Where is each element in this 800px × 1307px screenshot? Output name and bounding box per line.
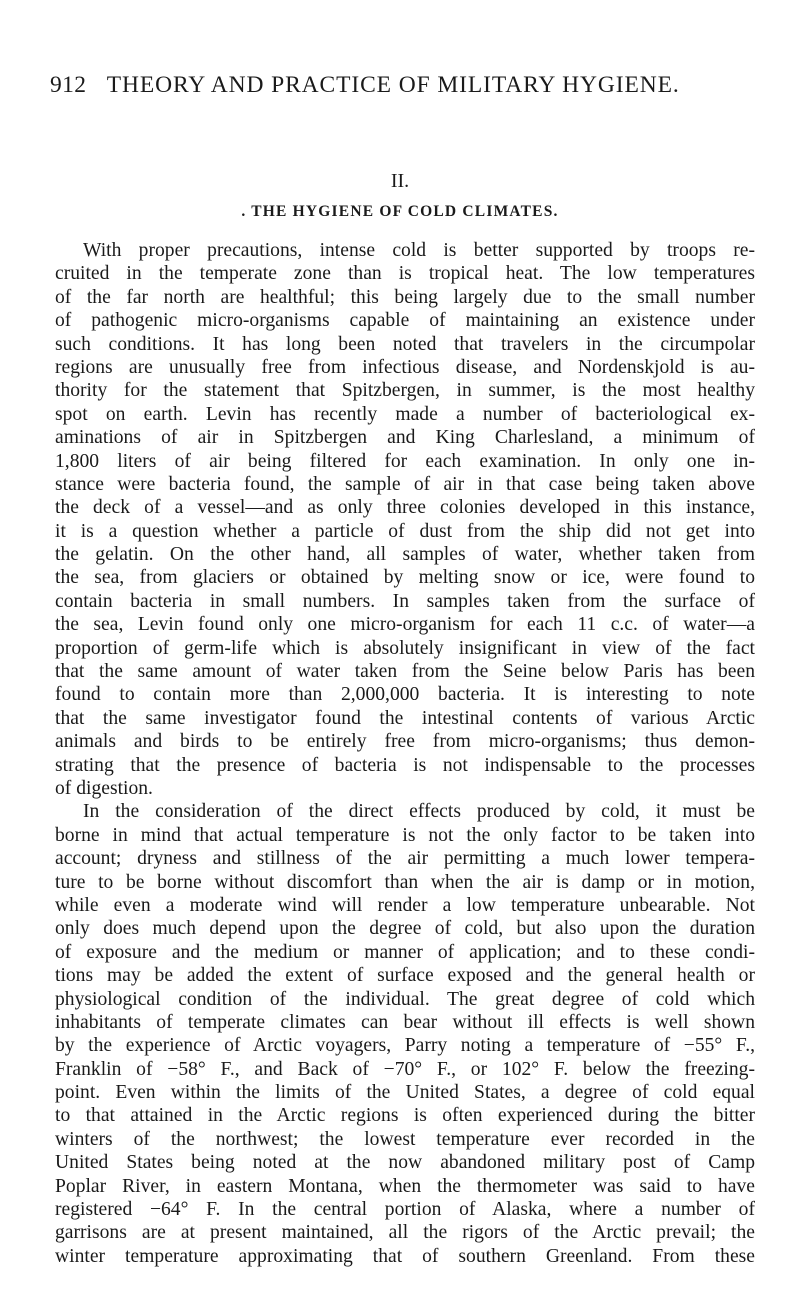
text-line: contain bacteria in small numbers. In samples taken from the surface of [55, 590, 755, 612]
paragraph-1 [55, 239, 755, 800]
text-line: that the same investigator found the intestinal contents of various Arctic [55, 707, 755, 729]
text-line: it is a question whether a particle of dust from the ship did not get into [55, 520, 755, 542]
text-line: point. Even within the limits of the United States, a degree of cold equal [55, 1082, 755, 1104]
text-line: stance were bacteria found, the sample of air in that case being taken above [55, 473, 755, 495]
text-line: the deck of a vessel—and as only three colonies developed in this instance, [55, 497, 755, 519]
text-line: such conditions. It has long been noted that travelers in the circumpolar [55, 333, 755, 355]
text-line: of digestion. [55, 777, 153, 799]
text-line: that the same amount of water taken from the Seine below Paris has been [55, 661, 755, 683]
text-line: With proper precautions, intense cold is better supported by troops re- [83, 240, 755, 261]
text-line: registered −64° F. In the central portion of Alaska, where a number of [55, 1199, 755, 1221]
text-line: cruited in the temperate zone than is tropical heat. The low temperatures [55, 263, 755, 285]
text-line: of exposure and the medium or manner of application; and to these condi- [55, 941, 755, 963]
text-line: winter temperature approximating that of southern Greenland. From these [55, 1245, 755, 1267]
text-line: proportion of germ-life which is absolutely insignificant in view of the fact [55, 637, 755, 659]
page-number: 912 [50, 72, 87, 98]
text-line: spot on earth. Levin has recently made a number of bacteriological ex- [55, 403, 755, 425]
text-line: strating that the presence of bacteria is not indispensable to the processes [55, 754, 755, 776]
text-line: garrisons are at present maintained, all the rigors of the Arctic prevail; the [55, 1222, 755, 1244]
text-line: the sea, from glaciers or obtained by melting snow or ice, were found to [55, 567, 755, 589]
text-line: borne in mind that actual temperature is not the only factor to be taken into [55, 824, 755, 846]
text-line: of pathogenic micro-organisms capable of maintaining an existence under [55, 310, 755, 332]
text-line: the sea, Levin found only one micro-organism for each 11 c.c. of water—a [55, 614, 755, 636]
text-line: thority for the statement that Spitzbergen, in summer, is the most healthy [55, 380, 755, 402]
text-line: Franklin of −58° F., and Back of −70° F., or 102° F. below the freezing- [55, 1058, 755, 1080]
text-line: animals and birds to be entirely free from micro-organisms; thus demon- [55, 731, 755, 753]
text-line: physiological condition of the individual. The great degree of cold which [55, 988, 755, 1010]
text-line: while even a moderate wind will render a low temperature unbearable. Not [55, 894, 755, 916]
text-line: tions may be added the extent of surface exposed and the general health or [55, 965, 755, 987]
text-line: to that attained in the Arctic regions is often experienced during the bitter [55, 1105, 755, 1127]
text-line: by the experience of Arctic voyagers, Parry noting a temperature of −55° F., [55, 1035, 755, 1057]
text-line: account; dryness and stillness of the air permitting a much lower tempera- [55, 848, 755, 870]
text-line: 1,800 liters of air being filtered for each examination. In only one in- [55, 450, 755, 472]
body-text [55, 239, 755, 1268]
running-header [50, 72, 750, 99]
paragraph-2 [55, 800, 755, 1268]
text-line: aminations of air in Spitzbergen and King Charlesland, a minimum of [55, 427, 755, 449]
section-title: . THE HYGIENE OF COLD CLIMATES. [241, 203, 559, 220]
running-title: THEORY AND PRACTICE OF MILITARY HYGIENE. [106, 72, 680, 98]
text-line: In the consideration of the direct effects produced by cold, it must be [83, 801, 755, 823]
text-line: winters of the northwest; the lowest temperature ever recorded in the [55, 1128, 755, 1150]
text-line: only does much depend upon the degree of cold, but also upon the duration [55, 918, 755, 940]
text-line: of the far north are healthful; this being largely due to the small number [55, 286, 755, 308]
text-line: Poplar River, in eastern Montana, when the thermometer was said to have [55, 1175, 755, 1197]
text-line: inhabitants of temperate climates can bear without ill effects is well shown [55, 1011, 755, 1033]
text-line: ture to be borne without discomfort than when the air is damp or in motion, [55, 871, 755, 893]
text-line: regions are unusually free from infectious disease, and Nordenskjold is au- [55, 356, 755, 378]
text-line: found to contain more than 2,000,000 bacteria. It is interesting to note [55, 684, 755, 706]
text-line: United States being noted at the now abandoned military post of Camp [55, 1152, 755, 1174]
section-number: II. [390, 170, 410, 192]
text-line: the gelatin. On the other hand, all samples of water, whether taken from [55, 544, 755, 566]
